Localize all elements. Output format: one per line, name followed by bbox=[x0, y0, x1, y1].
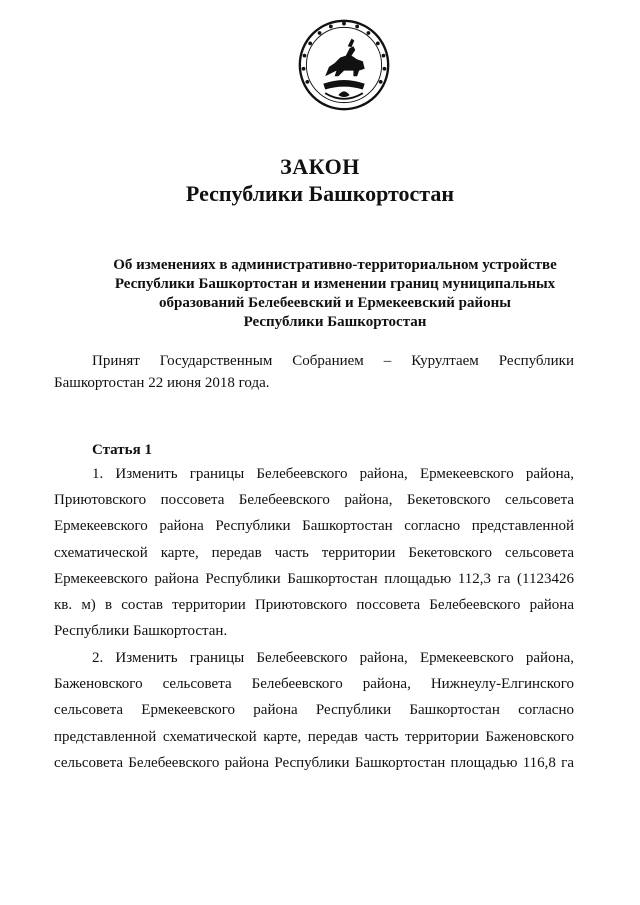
subject-line: Республики Башкортостан и изменении границ муниципальных bbox=[114, 276, 556, 292]
law-subtitle: Республики Башкортостан bbox=[185, 181, 455, 206]
bashkortostan-coat-of-arms-icon bbox=[297, 18, 391, 112]
subject-line: образований Белебеевский и Ермекеевский районы bbox=[158, 295, 511, 311]
article-paragraph-1: 1. Изменить границы Белебеевского района, Ермекеевского района, Приютовского поссовета Белебеевского района, Бекетовского сельсовета Ермекеевского района Республики Башкортостан согласно представленной схематической карте, передав часть территории Бекетовского сельсовета Ермекеевского района Республики Башкортостан площадью 112,3 га (1123426 кв. м) в состав территории Приютовского поссовета Белебеевского района Республики Башкортостан. bbox=[54, 466, 574, 640]
article-heading: Статья 1 bbox=[92, 442, 152, 458]
law-subject-heading bbox=[60, 256, 610, 332]
subject-line: Об изменениях в административно-территориальном устройстве bbox=[113, 257, 557, 273]
article-paragraph-2: 2. Изменить границы Белебеевского района, Ермекеевского района, Баженовского сельсовета Белебеевского района, Нижнеулу-Елгинского сельсовета Ермекеевского района Республики Башкортостан согласно представленной схематической карте, передав часть территории Баженовского сельсовета Белебеевского района Республики Башкортостан площадью 116,8 га bbox=[54, 650, 574, 771]
law-title: ЗАКОН bbox=[280, 154, 360, 179]
adoption-statement: Принят Государственным Собранием – Курултаем Республики Башкортостан 22 июня 2018 года. bbox=[54, 353, 574, 391]
subject-line: Республики Башкортостан bbox=[243, 314, 427, 330]
